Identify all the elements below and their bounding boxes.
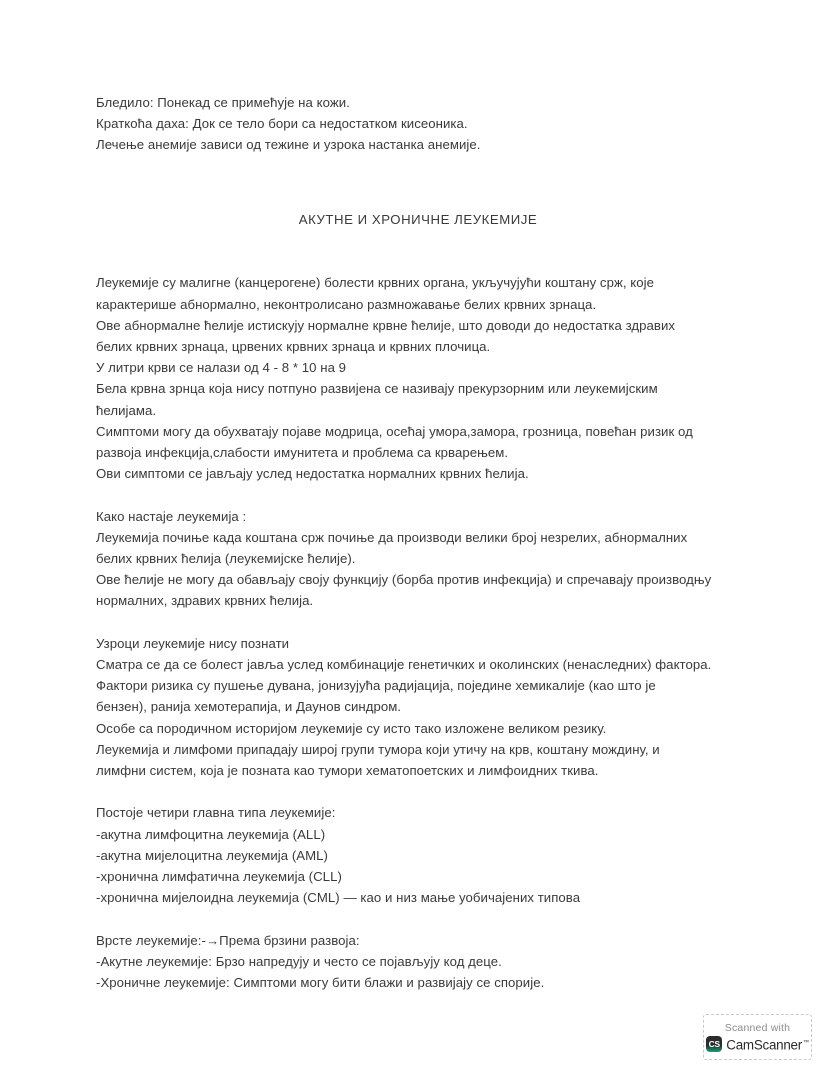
text-line: Бледило: Понекад се примећује на кожи. — [96, 95, 350, 110]
text-line: Краткоћа даха: Док се тело бори са недостатком кисеоника. — [96, 116, 468, 132]
text-line: Ови симптоми се јављају услед недостатка нормалних крвних ћелија. — [96, 466, 529, 482]
text-line: бензен), ранија хемотерапија, и Даунов синдром. — [96, 699, 402, 715]
text-line: Леукемија почиње када коштана срж почиње да производи велики број незрелих, абнормалних — [96, 529, 688, 545]
text-line: Ове ћелије не могу да обављају своју функцију (борба против инфекција) и спречавају производњу — [96, 572, 712, 588]
blank-line — [96, 781, 740, 802]
list-item: -Хроничне леукемије: Симптоми могу бити блажи и развијају се спорије. — [96, 975, 545, 991]
paragraph-by-speed — [96, 930, 740, 994]
text-line: карактерише абнормално, неконтролисано размножавање белих крвних зрнаца. — [96, 296, 597, 312]
text-line: белих крвних ћелија (леукемијске ћелије). — [96, 551, 356, 566]
paragraph-definition — [96, 272, 740, 484]
document-heading: АКУТНЕ И ХРОНИЧНЕ ЛЕУКЕМИЈЕ — [298, 211, 538, 227]
text-line: Како настаје леукемија : — [96, 508, 247, 524]
blank-line — [96, 612, 740, 633]
document-text-body — [96, 92, 740, 993]
list-item: -хронична лимфатична леукемија (CLL) — [96, 869, 342, 885]
text-line: Врсте леукемије:-→Према брзини развоја: — [96, 932, 360, 948]
text-line: лимфни систем, која је позната као тумори хематопоетских и лимфоидних ткива. — [96, 763, 599, 779]
text-line: Особе са породичном историјом леукемије су исто тако изложене великом резику. — [96, 720, 607, 736]
trademark-symbol: ™ — [802, 1039, 809, 1046]
text-line: Ове абнормалне ћелије истискују нормалне крвне ћелије, што доводи до недостатка здравих — [96, 317, 676, 333]
camscanner-brand-name — [726, 1036, 808, 1052]
list-item: -акутна лимфоцитна леукемија (ALL) — [96, 826, 326, 842]
paragraph-causes — [96, 633, 740, 781]
blank-line — [96, 484, 740, 505]
intro-paragraph — [96, 92, 740, 156]
text-line: Сматра се да се болест јавља услед комбинације генетичких и околинских (ненаследних) фактора. — [96, 657, 712, 672]
blank-line — [96, 230, 740, 251]
blank-line — [96, 156, 740, 177]
list-item: -хронична мијелоидна леукемија (CML) — као и низ мање уобичајених типова — [96, 890, 581, 906]
camscanner-badge-text: CS — [708, 1038, 720, 1049]
text-line: белих крвних зрнаца, црвених крвних зрнаца и крвних плочица. — [96, 338, 491, 354]
text-line: Узроци леукемије нису познати — [96, 635, 290, 651]
paragraph-how-it-starts — [96, 506, 740, 612]
text-line: У литри крви се налази од 4 - 8 * 10 на 9 — [96, 360, 347, 376]
blank-line — [96, 251, 740, 272]
text-line: Бела крвна зрнца која нису потпуно развијена се називају прекурзорним или леукемијским — [96, 381, 658, 397]
text-line: Леукемије су малигне (канцерогене) болести крвних органа, укључујући коштану срж, које — [96, 275, 654, 291]
text-line: ћелијама. — [96, 402, 157, 418]
text-line: Постоје четири главна типа леукемије: — [96, 805, 336, 821]
text-line: развоја инфекција,слабости имунитета и проблема са крварењем. — [96, 445, 509, 460]
paragraph-four-types — [96, 802, 740, 908]
list-item: -акутна мијелоцитна леукемија (AML) — [96, 847, 328, 863]
text-line: нормалних, здравих крвних ћелија. — [96, 593, 314, 609]
watermark-brand-row — [706, 1036, 808, 1052]
list-item: -Акутне леукемије: Брзо напредују и често се појављују код деце. — [96, 953, 502, 969]
text-line: Леукемија и лимфоми припадају широј групи тумора који утичу на крв, коштану мождину, и — [96, 741, 660, 757]
camscanner-logo-icon — [706, 1036, 722, 1052]
text-line: Лечење анемије зависи од тежине и узрока настанка анемије. — [96, 137, 481, 153]
text-line: Симптоми могу да обухватају појаве модрица, осећај умора,замора, грозница, повећан ризик од — [96, 423, 693, 439]
camscanner-watermark — [703, 1014, 812, 1060]
camscanner-brand-text: CamScanner — [726, 1037, 802, 1053]
text-line: Фактори ризика су пушење дувана, јонизујућа радијација, поједине хемикалије (као што је — [96, 678, 656, 694]
blank-line — [96, 908, 740, 929]
blank-line — [96, 177, 740, 209]
watermark-scanned-with-label: Scanned with — [724, 1021, 791, 1034]
